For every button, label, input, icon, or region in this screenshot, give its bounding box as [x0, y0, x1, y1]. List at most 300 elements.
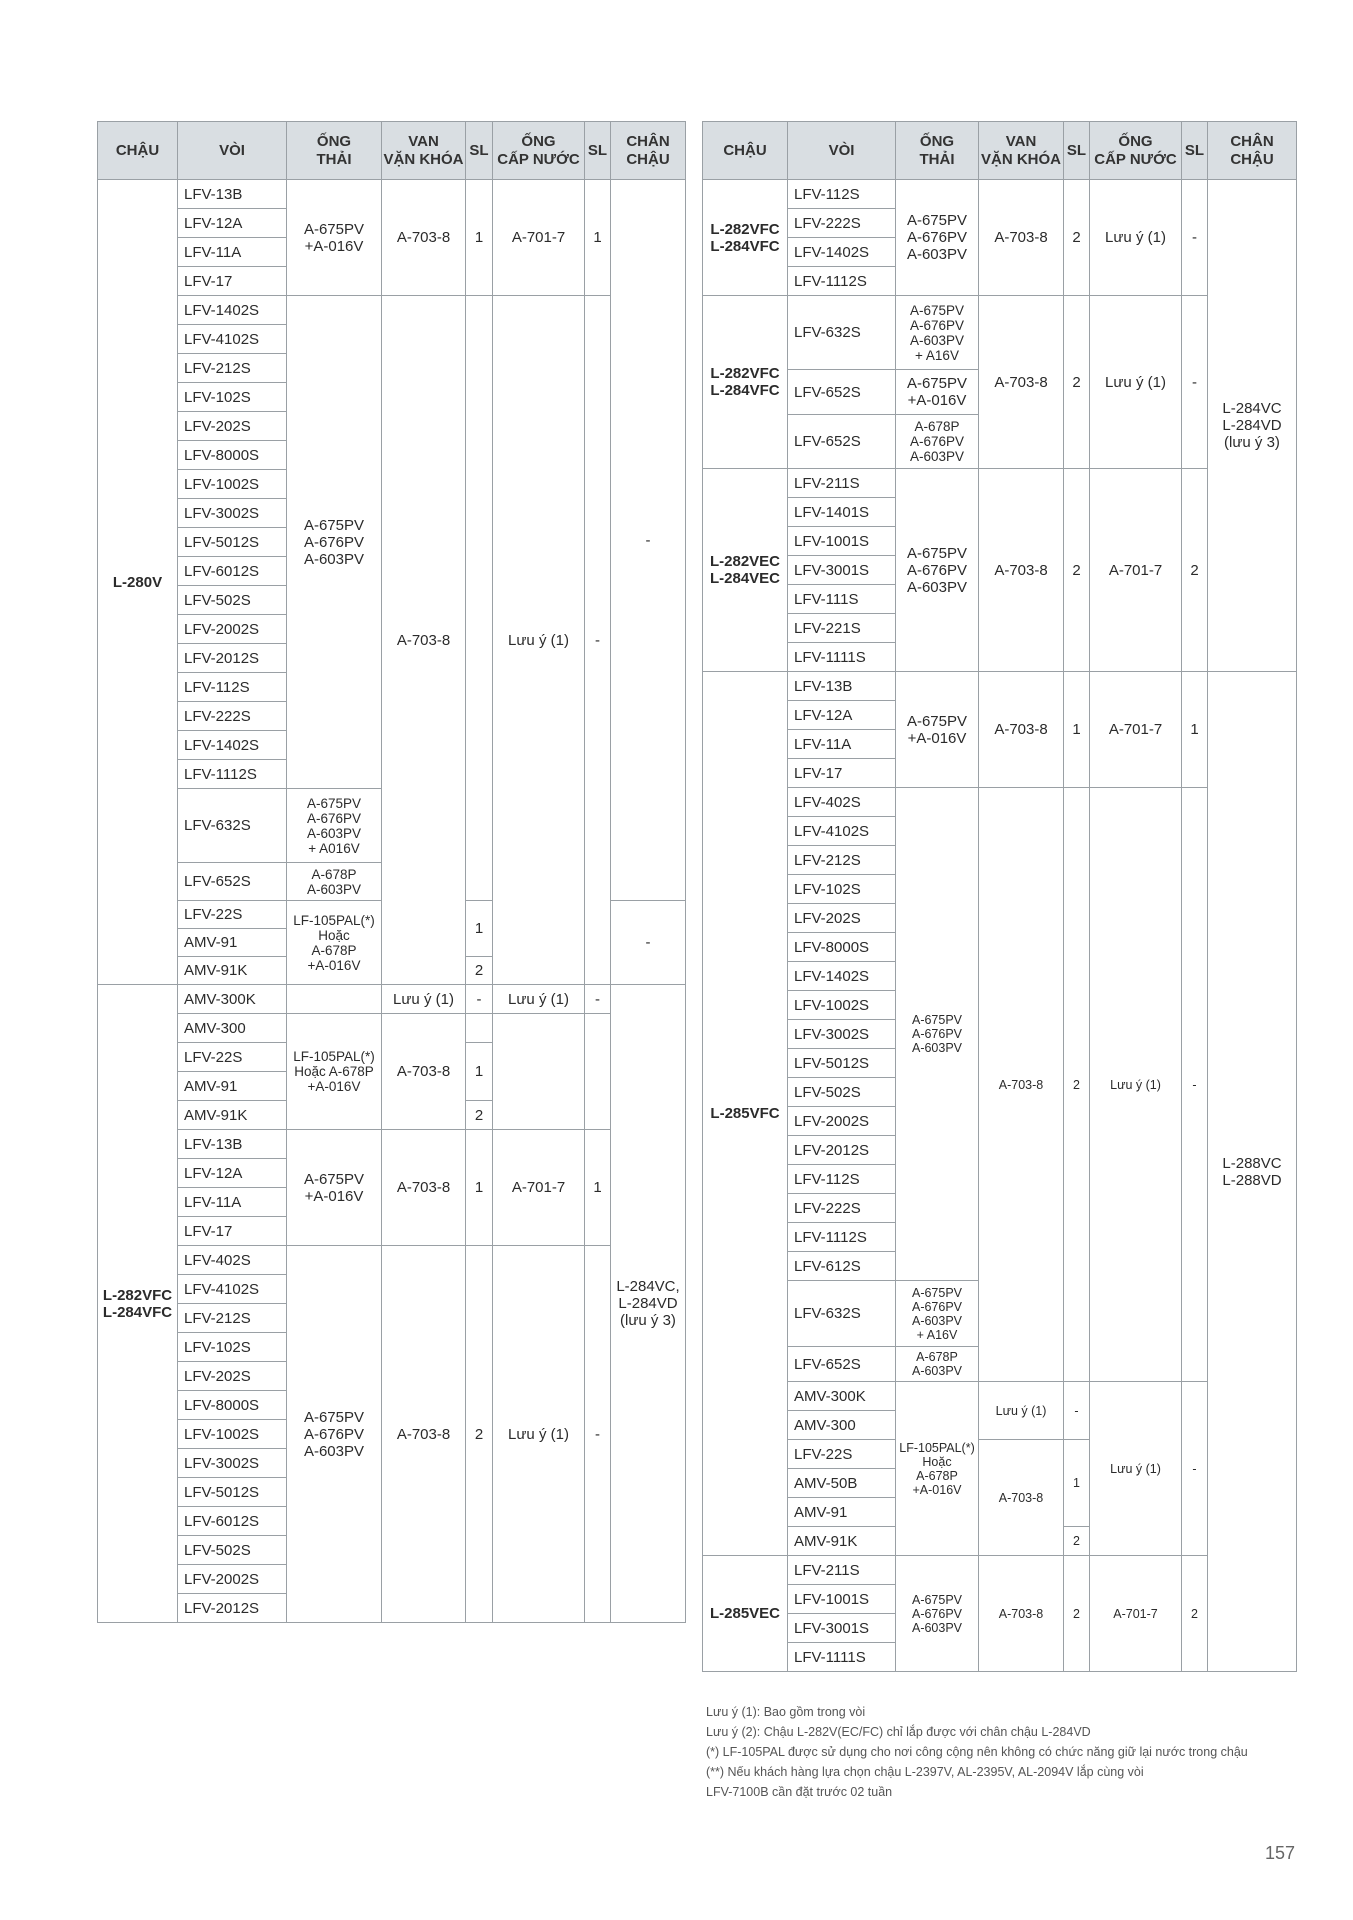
cell-text: L-288VD	[1222, 1171, 1282, 1189]
cell-voi	[178, 1159, 287, 1188]
cell-voi	[178, 1449, 287, 1478]
header-voi: VÒI	[178, 122, 287, 180]
cell-voi	[788, 759, 896, 788]
cell-voi	[178, 1507, 287, 1536]
table-row	[703, 672, 1297, 701]
cell-text: A-675PV	[906, 544, 968, 562]
cell-text: -	[1074, 1403, 1079, 1418]
cell-voi	[788, 875, 896, 904]
cell-text: -	[1192, 373, 1197, 391]
cell-text: 2	[474, 962, 484, 979]
cell-voi	[788, 1223, 896, 1252]
cell-text: LFV-12A	[184, 214, 243, 232]
cell-text: LFV-4102S	[794, 822, 870, 840]
header-voi: VÒI	[788, 122, 896, 180]
cell-text: LFV-652S	[184, 873, 251, 890]
cell-sl	[1064, 296, 1090, 469]
cell-ong-thai	[896, 1347, 979, 1382]
header-sl: SL	[466, 122, 493, 180]
cell-van	[979, 469, 1064, 672]
cell-text: Lưu ý (1)	[508, 990, 569, 1008]
cell-voi	[178, 1217, 287, 1246]
cell-text: A-703-8	[994, 561, 1048, 579]
cell-text: LFV-222S	[794, 1199, 861, 1217]
cell-voi	[178, 1362, 287, 1391]
cell-text: LFV-5012S	[794, 1054, 870, 1072]
cell-text: A-676PV	[303, 1425, 365, 1443]
cell-sl	[466, 957, 493, 985]
cell-text: A-603PV	[306, 881, 362, 897]
cell-voi	[788, 788, 896, 817]
cell-text: 2	[474, 1106, 484, 1124]
cell-text: AMV-91K	[184, 1106, 248, 1124]
cell-voi	[788, 643, 896, 672]
cell-text: A-676PV	[906, 561, 968, 579]
cell-text: LFV-1401S	[794, 503, 870, 521]
cell-text: LFV-402S	[794, 793, 861, 811]
cell-text: LFV-1112S	[794, 272, 867, 290]
cell-voi	[788, 1556, 896, 1585]
cell-voi	[178, 957, 287, 985]
cell-text: LFV-11A	[184, 243, 242, 261]
cell-sl2	[585, 296, 611, 985]
cell-text: Hoặc	[922, 1454, 952, 1469]
cell-chau	[703, 296, 788, 469]
cell-text: LFV-202S	[184, 1367, 251, 1385]
cell-text: LFV-17	[184, 272, 233, 290]
cell-text: A-676PV	[909, 434, 965, 449]
table-row	[703, 296, 1297, 370]
cell-voi	[178, 586, 287, 615]
cell-text: A-701-7	[1108, 561, 1163, 579]
cell-chau	[703, 469, 788, 672]
cell-sl	[466, 985, 493, 1014]
cell-voi	[788, 1194, 896, 1223]
cell-text: A-603PV	[303, 1442, 365, 1460]
cell-text: 2	[1073, 1077, 1080, 1092]
cell-text: L-285VEC	[709, 1605, 781, 1622]
cell-text: AMV-91	[794, 1503, 848, 1521]
cell-text: +A-016V	[307, 957, 361, 973]
cell-text: A-675PV	[911, 1285, 963, 1300]
cell-van	[382, 985, 466, 1014]
cell-text: LFV-102S	[794, 880, 861, 898]
cell-text: LFV-112S	[794, 185, 860, 203]
cell-voi	[788, 1382, 896, 1411]
cell-voi	[178, 238, 287, 267]
cell-text: AMV-300K	[184, 990, 256, 1008]
cell-ong-thai	[287, 901, 382, 985]
table-row	[98, 1246, 686, 1275]
cell-text: -	[476, 990, 482, 1008]
cell-text: LF-105PAL(*)	[899, 1440, 975, 1455]
cell-text: LFV-612S	[794, 1257, 861, 1275]
cell-text: -	[595, 631, 600, 649]
cell-text: LFV-1002S	[794, 996, 870, 1014]
cell-voi	[178, 615, 287, 644]
left-spec-table	[97, 121, 686, 1623]
cell-text: A-678P	[914, 419, 960, 434]
cell-text: L-282VFC	[710, 365, 780, 382]
cell-voi	[178, 267, 287, 296]
cell-text: -	[1192, 1077, 1197, 1092]
table-row	[98, 1014, 686, 1043]
cell-text: LFV-2002S	[184, 1570, 260, 1588]
cell-text: LFV-502S	[794, 1083, 861, 1101]
cell-ong-cap	[1090, 1382, 1182, 1556]
cell-text: LFV-17	[794, 764, 843, 782]
cell-text: LFV-632S	[184, 817, 251, 834]
cell-van	[979, 180, 1064, 296]
cell-text: A-703-8	[998, 1606, 1044, 1621]
cell-voi	[788, 1347, 896, 1382]
cell-text: Lưu ý (1)	[1105, 373, 1166, 391]
cell-text: L-284VFC	[710, 237, 780, 255]
cell-sl	[466, 1043, 493, 1101]
cell-text: A-603PV	[909, 332, 965, 348]
right-table-body	[703, 180, 1297, 1672]
cell-sl	[466, 901, 493, 957]
cell-text: 2	[1072, 561, 1081, 579]
cell-text: L-284VFC	[102, 1303, 173, 1321]
cell-voi	[178, 1043, 287, 1072]
cell-text: + A016V	[308, 840, 360, 856]
cell-text: LFV-8000S	[184, 446, 260, 464]
cell-van	[382, 296, 466, 985]
cell-sl	[1064, 672, 1090, 788]
cell-ong-cap	[1090, 1556, 1182, 1672]
cell-text: LFV-112S	[184, 678, 250, 696]
cell-text: Lưu ý (1)	[995, 1403, 1047, 1418]
cell-text: A-675PV	[906, 712, 968, 730]
cell-voi	[788, 556, 896, 585]
cell-ong-thai	[896, 469, 979, 672]
cell-sl2	[1182, 1382, 1208, 1556]
cell-sl2	[585, 180, 611, 296]
cell-text: LFV-1111S	[794, 648, 866, 666]
cell-sl2	[1182, 1556, 1208, 1672]
cell-ong-thai	[896, 1281, 979, 1347]
cell-ong-thai	[287, 985, 382, 1014]
cell-ong-cap	[493, 1014, 585, 1130]
page-number: 157	[1265, 1843, 1296, 1863]
cell-ong-thai	[287, 1130, 382, 1246]
cell-text: LFV-652S	[794, 383, 861, 401]
cell-text: LFV-102S	[184, 388, 251, 406]
cell-voi	[788, 1165, 896, 1194]
cell-text: LFV-3002S	[184, 1454, 260, 1472]
cell-text: (lưu ý 3)	[620, 1312, 676, 1329]
cell-text: A-603PV	[906, 578, 968, 596]
cell-text: LFV-11A	[184, 1193, 242, 1211]
cell-voi	[788, 846, 896, 875]
cell-text: 1	[474, 1063, 484, 1080]
cell-voi	[178, 441, 287, 470]
cell-voi	[788, 209, 896, 238]
cell-text: A-703-8	[994, 229, 1048, 246]
cell-ong-cap	[493, 1246, 585, 1623]
cell-voi	[178, 929, 287, 957]
cell-text: LF-105PAL(*)	[293, 912, 375, 928]
cell-text: LFV-12A	[184, 1164, 243, 1182]
cell-sl	[1064, 1556, 1090, 1672]
cell-text: LFV-1001S	[794, 1590, 870, 1608]
left-table-body	[98, 180, 686, 1623]
header-chan-chau: CHÂN CHẬU	[1208, 122, 1297, 180]
cell-voi	[178, 901, 287, 929]
cell-sl	[1064, 469, 1090, 672]
cell-ong-thai	[896, 180, 979, 296]
cell-text: LFV-632S	[794, 1305, 861, 1322]
cell-text: +A-016V	[307, 1079, 361, 1094]
cell-voi	[178, 985, 287, 1014]
cell-text: A-701-7	[1108, 721, 1163, 738]
cell-sl	[1064, 180, 1090, 296]
cell-text: A-676PV	[306, 810, 362, 826]
cell-text: L-284VEC	[709, 570, 781, 587]
cell-text: LFV-212S	[184, 1309, 251, 1327]
cell-chan	[1208, 672, 1297, 1672]
cell-text: LFV-202S	[794, 909, 861, 927]
cell-voi	[178, 209, 287, 238]
cell-ong-thai	[896, 370, 979, 415]
cell-voi	[178, 296, 287, 325]
cell-text: LFV-222S	[794, 214, 861, 232]
cell-text: -	[1192, 229, 1197, 246]
table-row	[98, 180, 686, 209]
cell-text: L-282VFC	[102, 1286, 173, 1304]
cell-voi	[788, 1049, 896, 1078]
cell-text: (lưu ý 3)	[1224, 434, 1280, 451]
cell-chau	[98, 180, 178, 985]
cell-voi	[178, 470, 287, 499]
header-van-vang-khoa: VAN VẶN KHÓA	[979, 122, 1064, 180]
cell-text: +A-016V	[304, 1187, 364, 1205]
header-chan-chau: CHÂN CHẬU	[611, 122, 686, 180]
cell-sl	[1064, 1382, 1090, 1440]
cell-voi	[178, 1130, 287, 1159]
cell-voi	[178, 1333, 287, 1362]
cell-text: LFV-1112S	[184, 765, 257, 783]
cell-text: -	[595, 990, 600, 1008]
cell-chau	[98, 985, 178, 1623]
cell-van	[382, 1130, 466, 1246]
cell-sl2	[1182, 788, 1208, 1382]
cell-text: A-675PV	[911, 1013, 963, 1027]
cell-ong-thai	[287, 789, 382, 863]
cell-text: LFV-1002S	[184, 475, 260, 493]
cell-voi	[788, 1020, 896, 1049]
cell-text: A-675PV	[906, 212, 968, 229]
cell-sl	[1064, 1527, 1090, 1556]
cell-text: 2	[1073, 1606, 1080, 1621]
cell-text: A-703-8	[396, 1179, 451, 1196]
cell-ong-thai	[896, 1556, 979, 1672]
cell-sl	[1064, 1440, 1090, 1527]
cell-voi	[178, 1565, 287, 1594]
cell-text: 2	[1190, 561, 1199, 579]
header-ong-thai: ỐNG THẢI	[896, 122, 979, 180]
table-row	[703, 1556, 1297, 1585]
cell-voi	[178, 499, 287, 528]
cell-voi	[788, 415, 896, 469]
cell-van	[979, 672, 1064, 788]
table-row	[703, 1382, 1297, 1411]
cell-voi	[788, 817, 896, 846]
cell-text: A-676PV	[303, 533, 365, 551]
note-3: (*) LF-105PAL được sử dụng cho nơi công cộng nên không có chức năng giữ lại nước trong chậu	[706, 1745, 1248, 1759]
cell-text: A-603PV	[909, 449, 965, 464]
cell-voi	[178, 1420, 287, 1449]
cell-text: 1	[1190, 721, 1199, 738]
cell-voi	[788, 267, 896, 296]
cell-text: A-676PV	[911, 1606, 963, 1621]
cell-text: Lưu ý (1)	[508, 631, 569, 649]
header-sl: SL	[1064, 122, 1090, 180]
cell-voi	[178, 760, 287, 789]
cell-sl	[466, 180, 493, 296]
cell-sl	[466, 296, 493, 901]
cell-ong-thai	[896, 296, 979, 370]
cell-ong-cap	[1090, 672, 1182, 788]
cell-voi	[788, 1643, 896, 1672]
cell-ong-thai	[287, 296, 382, 789]
cell-text: A-676PV	[909, 317, 965, 333]
cell-voi	[788, 498, 896, 527]
cell-voi	[178, 528, 287, 557]
cell-text: A-675PV	[303, 1408, 365, 1426]
cell-text: L-285VFC	[710, 1105, 780, 1122]
cell-sl	[466, 1246, 493, 1623]
cell-text: A-703-8	[396, 631, 451, 649]
cell-text: L-282VFC	[710, 220, 780, 238]
cell-ong-cap	[493, 985, 585, 1014]
cell-voi	[178, 412, 287, 441]
cell-text: L-284VD	[618, 1295, 678, 1312]
cell-text: LFV-13B	[184, 185, 243, 203]
header-ong-cap-nuoc: ỐNG CẤP NƯỚC	[1090, 122, 1182, 180]
cell-text: LFV-1402S	[794, 243, 870, 261]
cell-voi	[788, 1527, 896, 1556]
cell-voi	[788, 1107, 896, 1136]
cell-text: A-603PV	[306, 825, 362, 841]
cell-sl2	[1182, 180, 1208, 296]
footnotes	[706, 1702, 1248, 1802]
cell-van	[979, 1382, 1064, 1440]
cell-text: LFV-102S	[184, 1338, 251, 1356]
cell-ong-thai	[896, 672, 979, 788]
cell-text: LFV-1402S	[184, 736, 260, 754]
cell-text: LFV-13B	[184, 1135, 243, 1153]
cell-text: LFV-2002S	[794, 1112, 870, 1130]
cell-voi	[788, 370, 896, 415]
cell-text: A-703-8	[396, 229, 451, 246]
cell-text: Hoặc A-678P	[294, 1064, 374, 1079]
cell-voi	[178, 1188, 287, 1217]
cell-text: + A16V	[915, 347, 959, 363]
cell-sl2	[585, 1246, 611, 1623]
cell-text: Hoặc	[318, 927, 350, 943]
cell-text: L-280V	[112, 573, 163, 591]
cell-text: LFV-502S	[184, 1541, 251, 1559]
cell-text: LFV-222S	[184, 707, 251, 725]
header-van-vang-khoa: VAN VẶN KHÓA	[382, 122, 466, 180]
cell-text: LFV-4102S	[184, 330, 260, 348]
cell-text: A-675PV	[303, 220, 365, 238]
cell-text: A-703-8	[998, 1077, 1044, 1092]
header-ong-cap-nuoc: ỐNG CẤP NƯỚC	[493, 122, 585, 180]
cell-voi	[788, 730, 896, 759]
cell-text: A-675PV	[303, 516, 365, 534]
cell-ong-cap	[493, 296, 585, 985]
cell-text: A-701-7	[511, 229, 566, 246]
cell-ong-cap	[1090, 788, 1182, 1382]
cell-sl2	[585, 985, 611, 1014]
cell-text: 1	[474, 229, 484, 246]
cell-text: Lưu ý (1)	[1105, 229, 1166, 246]
cell-text: LFV-2002S	[184, 620, 260, 638]
cell-text: AMV-300	[184, 1019, 246, 1037]
cell-text: A-603PV	[911, 1041, 963, 1055]
cell-voi	[788, 1252, 896, 1281]
cell-text: LFV-111S	[794, 590, 859, 608]
cell-text: -	[645, 531, 651, 549]
cell-text: LFV-12A	[794, 706, 853, 724]
cell-text: LFV-652S	[794, 1355, 861, 1373]
cell-voi	[788, 296, 896, 370]
cell-chau	[703, 672, 788, 1556]
cell-ong-thai	[287, 180, 382, 296]
cell-voi	[178, 1304, 287, 1333]
cell-ong-cap	[493, 180, 585, 296]
table-row	[703, 788, 1297, 817]
cell-text: LFV-3001S	[794, 561, 870, 579]
cell-ong-thai	[896, 788, 979, 1281]
cell-text: LFV-3002S	[184, 504, 260, 522]
cell-voi	[788, 1614, 896, 1643]
cell-sl	[466, 1130, 493, 1246]
cell-text: A-703-8	[994, 721, 1048, 738]
cell-text: -	[595, 1425, 600, 1443]
cell-text: A-701-7	[1113, 1606, 1158, 1621]
cell-text: AMV-300	[794, 1416, 856, 1434]
cell-voi	[788, 527, 896, 556]
cell-chan	[611, 180, 686, 901]
cell-voi	[178, 1536, 287, 1565]
cell-text: LFV-22S	[184, 1048, 243, 1066]
cell-text: LFV-202S	[184, 417, 251, 435]
cell-text: LFV-221S	[794, 619, 861, 637]
cell-ong-thai	[287, 1014, 382, 1130]
cell-voi	[788, 180, 896, 209]
cell-text: LFV-112S	[794, 1170, 860, 1188]
cell-voi	[178, 1275, 287, 1304]
cell-text: LFV-1112S	[794, 1228, 867, 1246]
cell-van	[382, 180, 466, 296]
cell-text: LFV-8000S	[794, 938, 870, 956]
cell-van	[979, 296, 1064, 469]
cell-text: LFV-5012S	[184, 533, 260, 551]
cell-text: A-676PV	[911, 1299, 963, 1314]
cell-text: A-603PV	[303, 550, 365, 568]
cell-ong-cap	[1090, 469, 1182, 672]
cell-voi	[788, 1498, 896, 1527]
note-2: Lưu ý (2): Chậu L-282V(EC/FC) chỉ lắp được với chân chậu L-284VD	[706, 1725, 1091, 1739]
cell-text: 1	[474, 920, 484, 937]
cell-text: LFV-3001S	[794, 1619, 870, 1637]
cell-text: -	[645, 934, 651, 951]
cell-text: Lưu ý (1)	[393, 990, 454, 1008]
